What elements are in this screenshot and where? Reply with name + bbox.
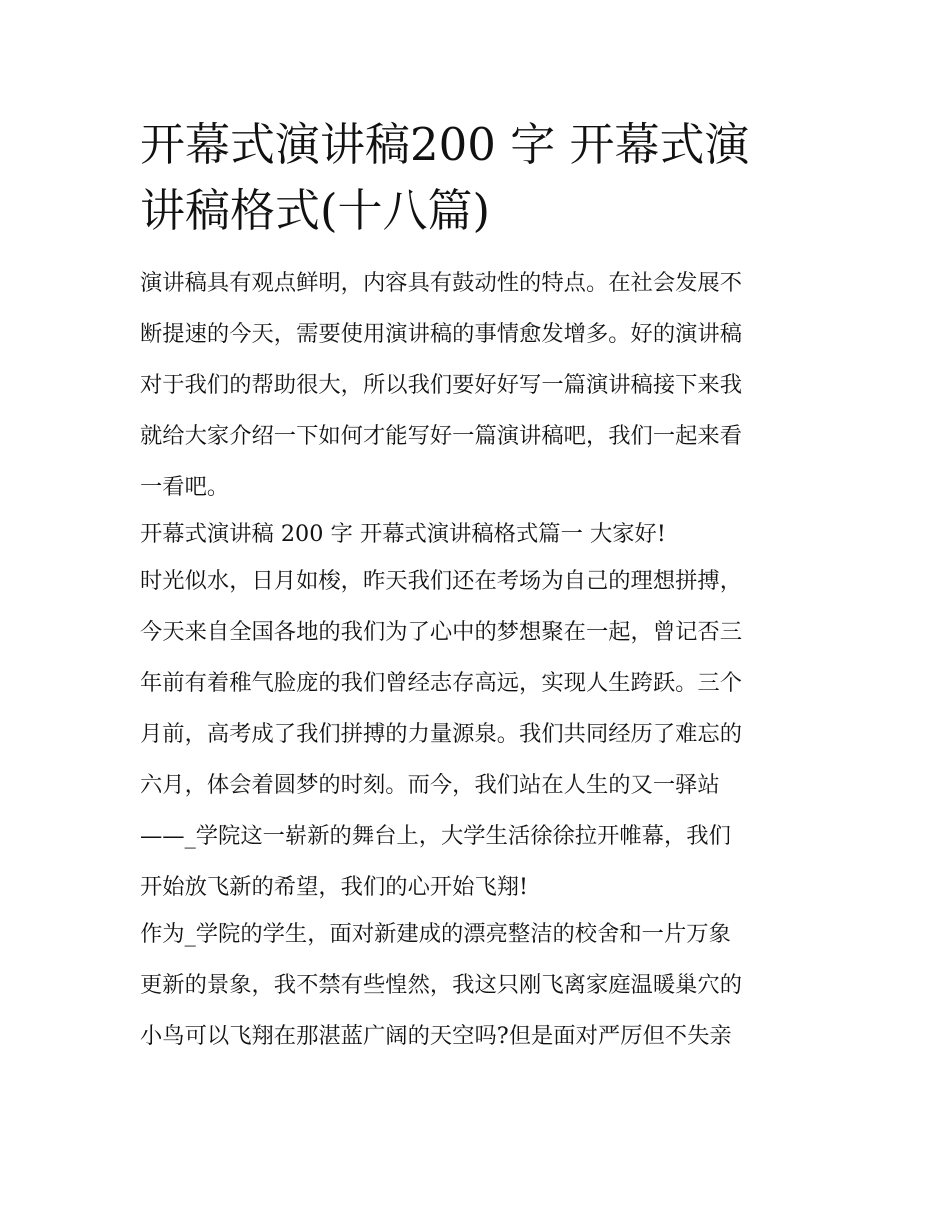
text-line: 开始放飞新的希望，我们的心开始飞翔!	[140, 874, 529, 900]
text-line: 今天来自全国各地的我们为了心中的梦想聚在一起，曾记否三	[140, 619, 743, 645]
document-page	[140, 112, 816, 1062]
text-line: ——_学院这一崭新的舞台上，大学生活徐徐拉开帷幕，我们	[140, 823, 731, 849]
text-line: 断提速的今天，需要使用演讲稿的事情愈发增多。好的演讲稿	[140, 321, 743, 347]
text-line: 年前有着稚气脸庞的我们曾经志存高远，实现人生跨跃。三个	[140, 670, 743, 696]
text-line: 对于我们的帮助很大，所以我们要好好写一篇演讲稿接下来我	[140, 372, 743, 398]
text-line: 时光似水，日月如梭，昨天我们还在考场为自己的理想拼搏，	[140, 568, 743, 594]
text-line: 小鸟可以飞翔在那湛蓝广阔的天空吗?但是面对严厉但不失亲	[140, 1023, 732, 1049]
text-line: 就给大家介绍一下如何才能写好一篇演讲稿吧，我们一起来看	[140, 423, 743, 449]
text-line: 作为_学院的学生，面对新建成的漂亮整洁的校舍和一片万象	[140, 921, 731, 947]
text-line: 演讲稿具有观点鲜明，内容具有鼓动性的特点。在社会发展不	[140, 270, 743, 296]
intro-paragraph	[140, 258, 816, 513]
text-line: 更新的景象，我不禁有些惶然，我这只刚飞离家庭温暖巢穴的	[140, 972, 743, 998]
text-line: 开幕式演讲稿 200 字 开幕式演讲稿格式篇一 大家好!	[140, 521, 666, 547]
body-paragraph	[140, 556, 816, 913]
text-line: 一看吧。	[140, 474, 230, 500]
text-line: 六月，体会着圆梦的时刻。而今，我们站在人生的又一驿站	[140, 772, 720, 798]
body-paragraph	[140, 909, 816, 1062]
title-line: 讲稿格式(十八篇)	[140, 184, 491, 237]
document-title	[140, 112, 816, 244]
text-line: 月前，高考成了我们拼搏的力量源泉。我们共同经历了难忘的	[140, 721, 743, 747]
section-heading-paragraph	[140, 509, 816, 560]
title-line: 开幕式演讲稿200 字 开幕式演	[140, 118, 750, 171]
